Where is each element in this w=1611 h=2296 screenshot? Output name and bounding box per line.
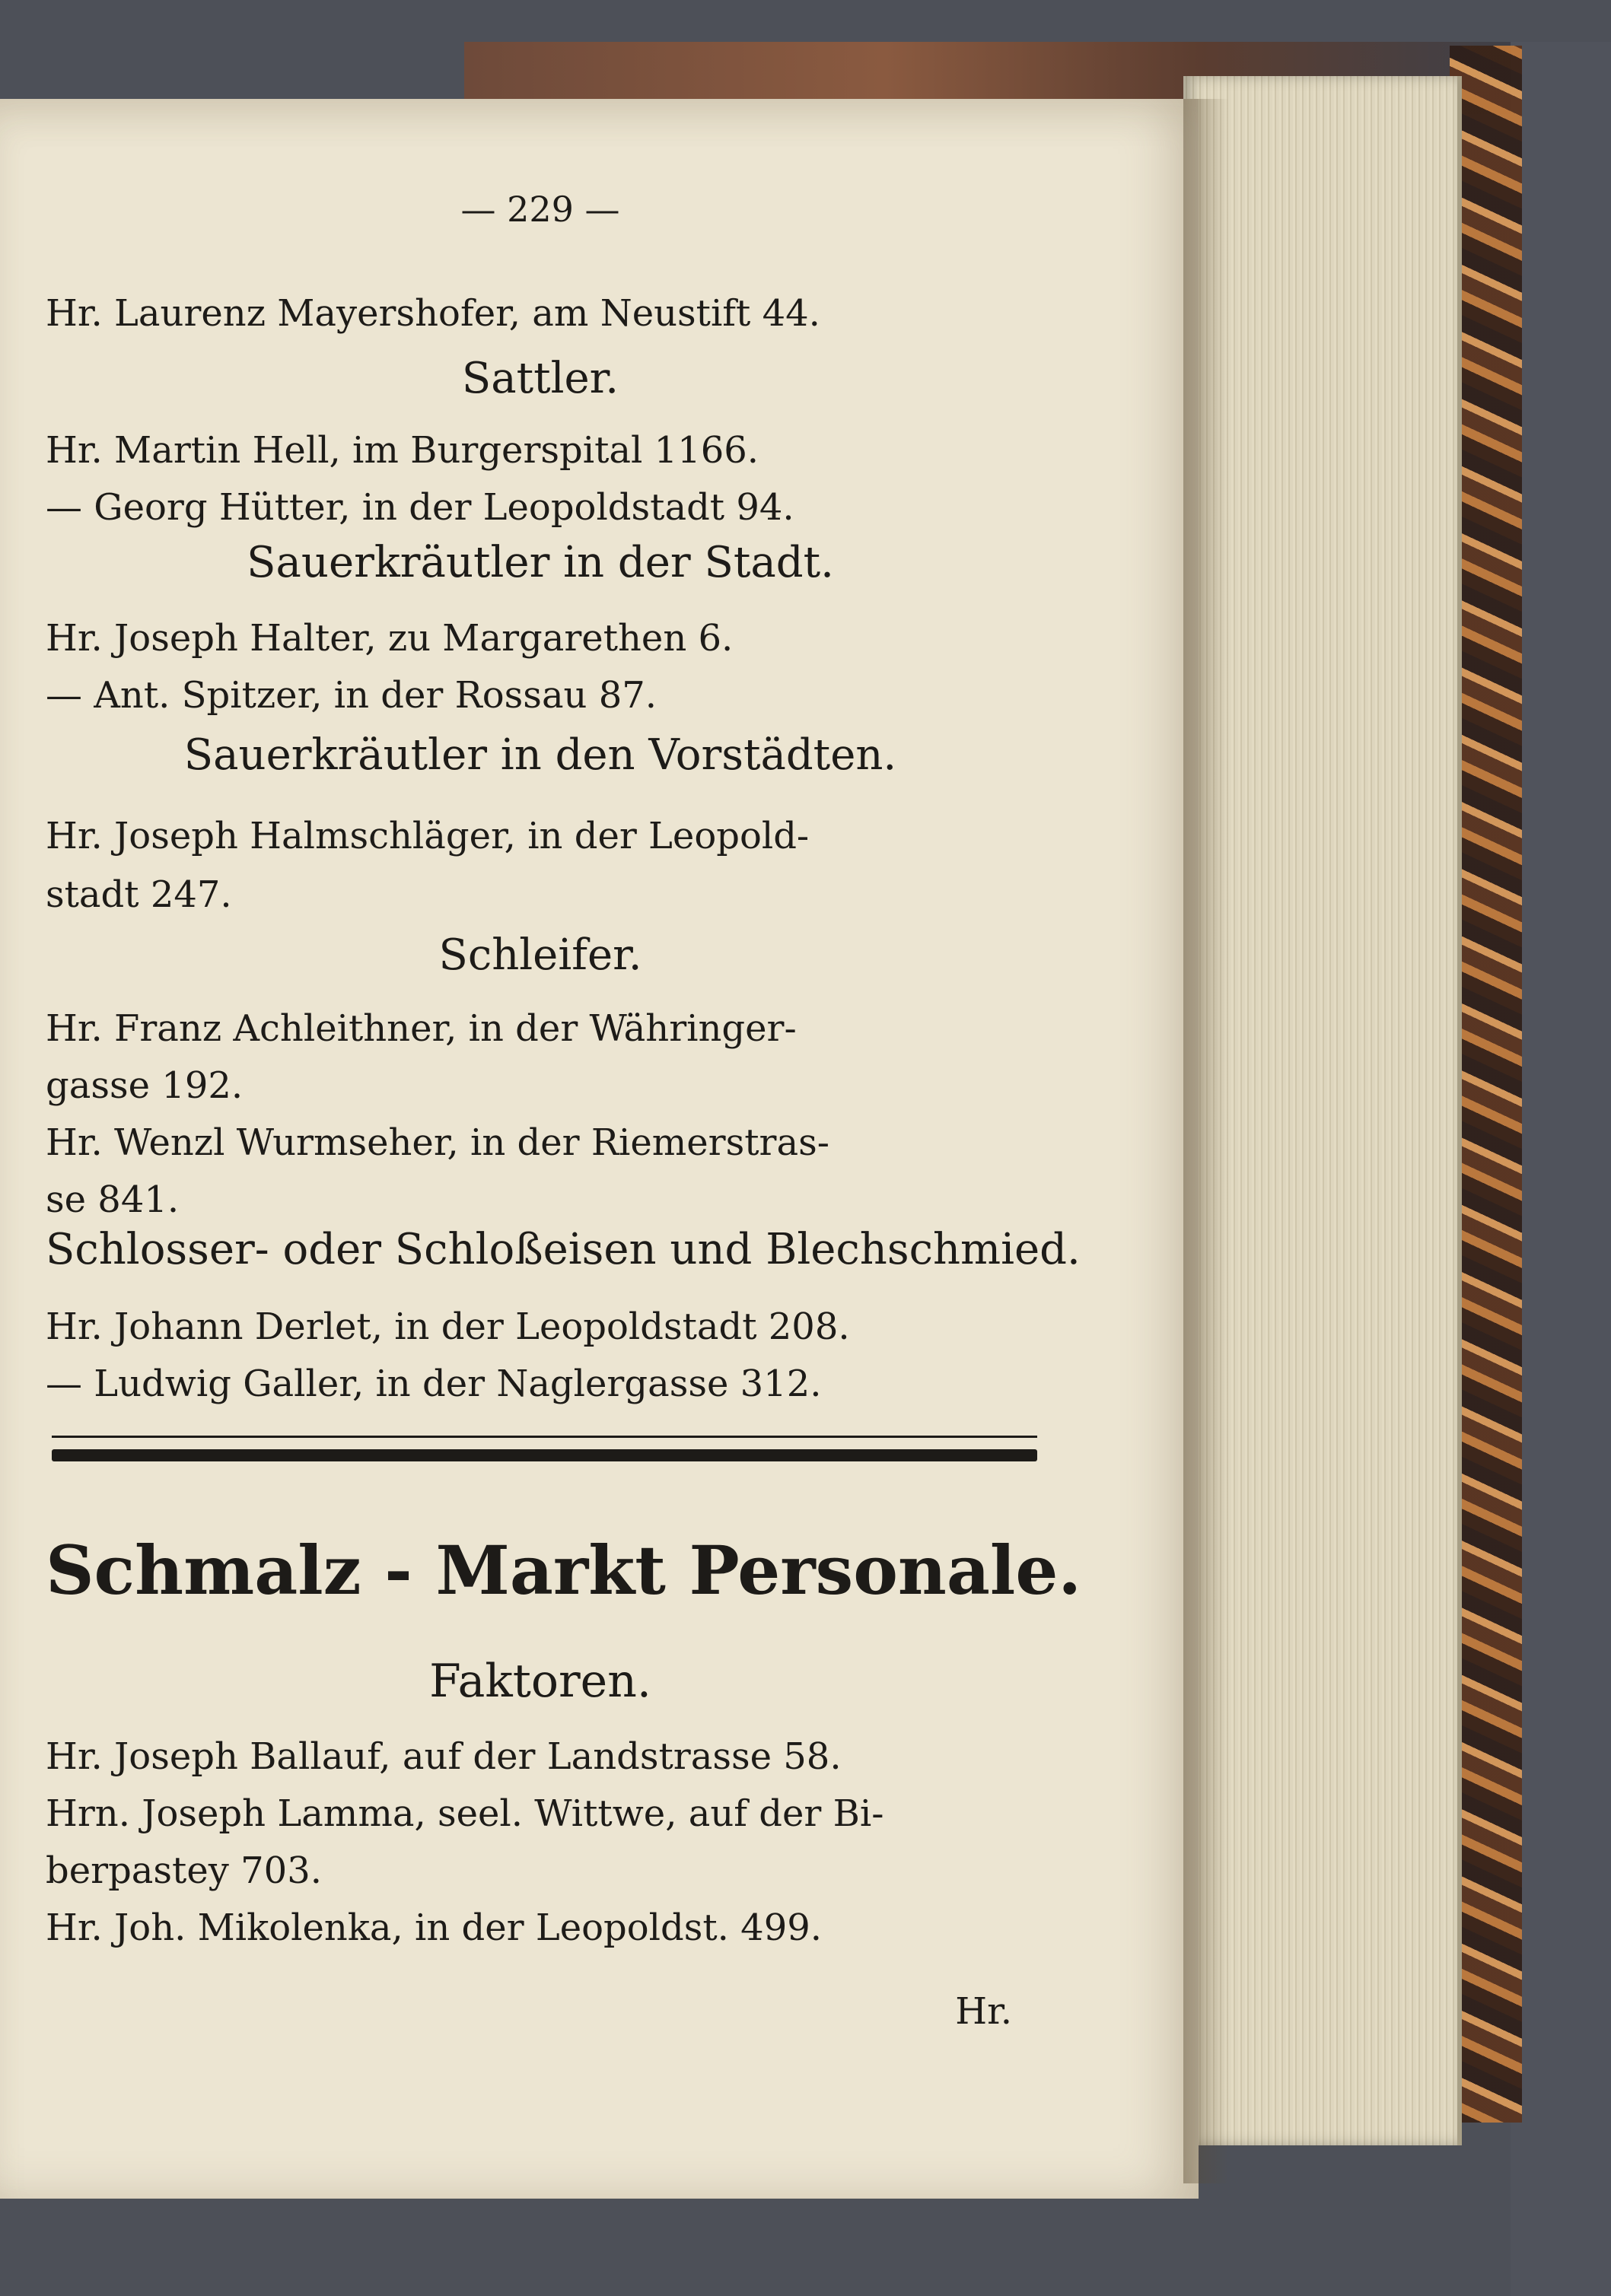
entry-line: Hr. Martin Hell, im Burgerspital 1166. bbox=[46, 429, 759, 472]
entry-line: stadt 247. bbox=[46, 873, 232, 916]
entry-line: Hr. Joseph Halmschläger, in der Leopold- bbox=[46, 815, 810, 857]
entry-line: Hr. Wenzl Wurmseher, in der Riemerstras- bbox=[46, 1121, 829, 1164]
page-gutter-shadow bbox=[1183, 99, 1229, 2183]
trade-heading: Sauerkräutler in der Stadt. bbox=[247, 538, 834, 587]
entry-line: Hr. Laurenz Mayershofer, am Neustift 44. bbox=[46, 292, 820, 335]
entry-line: Hrn. Joseph Lamma, seel. Wittwe, auf der Bi- bbox=[46, 1792, 884, 1835]
trade-heading: Sattler. bbox=[461, 354, 619, 403]
entry-line: — Ant. Spitzer, in der Rossau 87. bbox=[46, 674, 657, 717]
section-title: Schmalz - Markt Personale. bbox=[46, 1531, 1081, 1610]
double-rule-thick bbox=[52, 1449, 1037, 1461]
trade-heading: Schlosser- oder Schloßeisen und Blechschmied. bbox=[46, 1225, 1081, 1274]
trade-heading: Schleifer. bbox=[438, 930, 642, 980]
entry-line: Hr. Joh. Mikolenka, in der Leopoldst. 499. bbox=[46, 1906, 823, 1949]
entry-line: Hr. Joseph Halter, zu Margarethen 6. bbox=[46, 617, 734, 660]
entry-line: se 841. bbox=[46, 1178, 180, 1221]
entry-line: — Georg Hütter, in der Leopoldstadt 94. bbox=[46, 486, 794, 529]
book-spine bbox=[1511, 42, 1611, 2296]
entry-line: gasse 192. bbox=[46, 1064, 244, 1107]
page-number: — 229 — bbox=[460, 189, 620, 230]
catchword: Hr. bbox=[955, 1990, 1012, 2033]
entry-line: Hr. Joseph Ballauf, auf der Landstrasse 58. bbox=[46, 1735, 842, 1778]
entry-line: Hr. Johann Derlet, in der Leopoldstadt 208. bbox=[46, 1305, 850, 1348]
double-rule-thin bbox=[52, 1436, 1037, 1438]
entry-line: — Ludwig Galler, in der Naglergasse 312. bbox=[46, 1363, 822, 1405]
entry-line: Hr. Franz Achleithner, in der Währinger- bbox=[46, 1007, 797, 1050]
subsection-heading: Faktoren. bbox=[429, 1655, 651, 1708]
trade-heading: Sauerkräutler in den Vorstädten. bbox=[183, 730, 897, 780]
entry-line: berpastey 703. bbox=[46, 1849, 322, 1892]
